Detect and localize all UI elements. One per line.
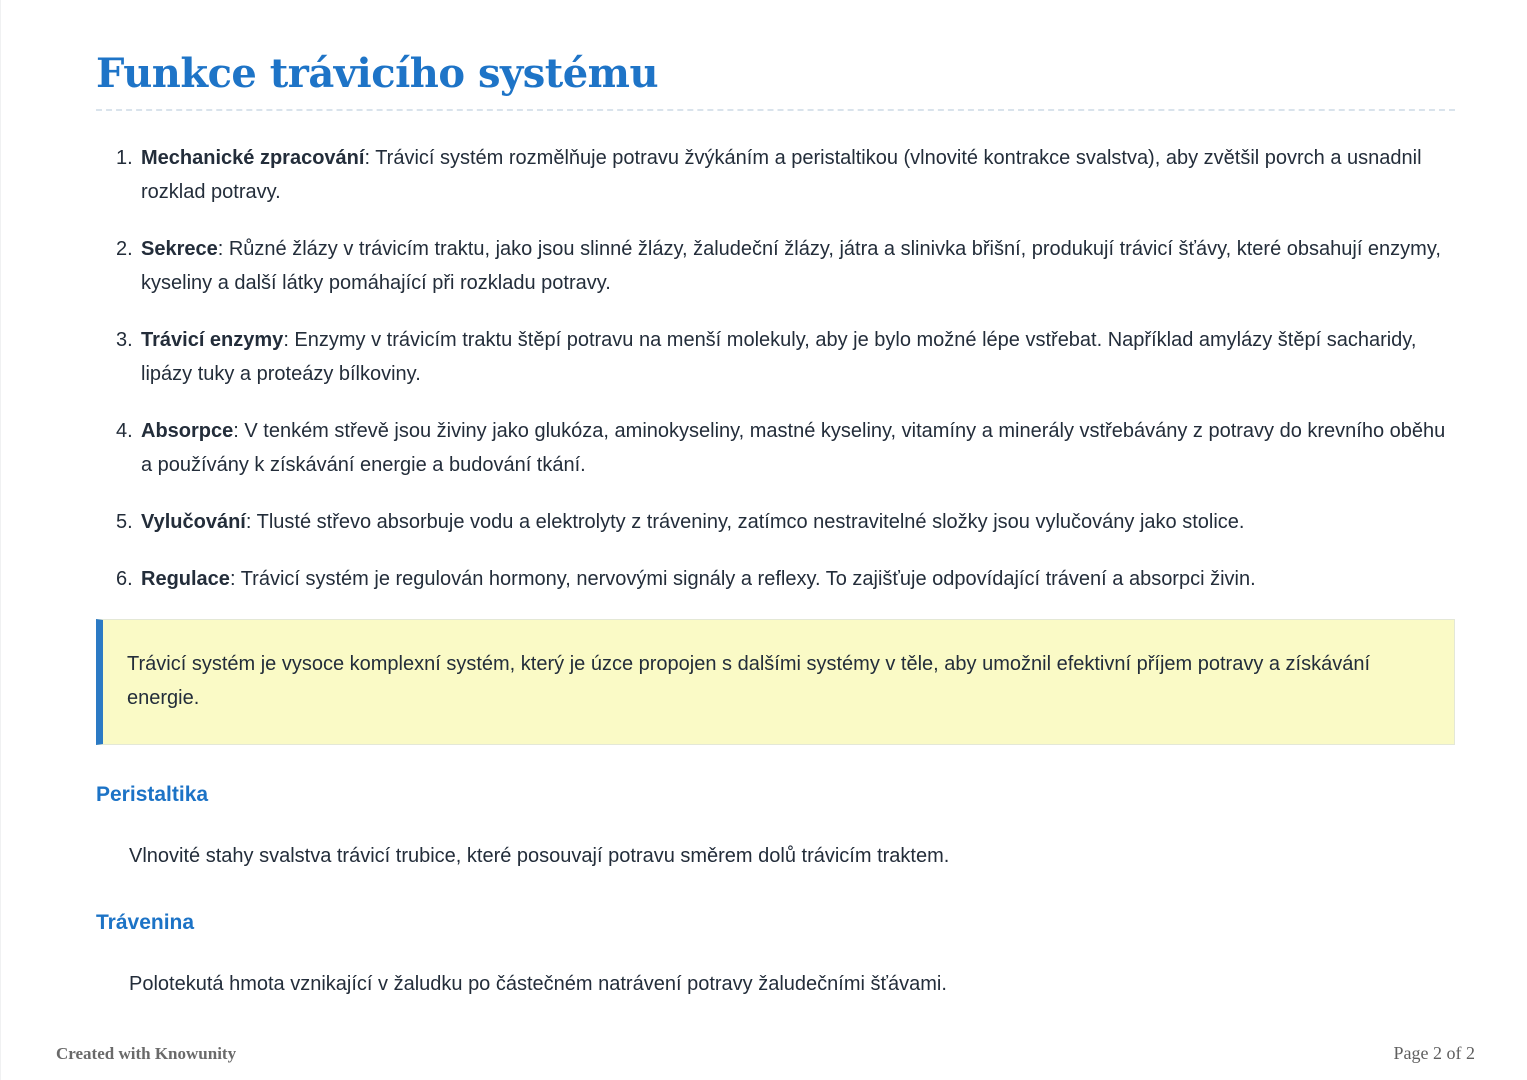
highlight-callout-box [96,619,1455,745]
list-item-number: 1. [116,147,133,169]
glossary-heading-travenina: Trávenina [96,911,195,934]
callout-text: Trávicí systém je vysoce komplexní systém, který je úzce propojen s dalšími systémy v těle, aby umožnil efektivní příjem potravy a získávání energie. [127,653,1371,709]
list-item-text: : Trávicí systém je regulován hormony, nervovými signály a reflexy. To zajišťuje odpovídající trávení a absorpci živin. [229,568,1256,590]
footer-page-number: Page 2 of 2 [1393,1043,1475,1063]
list-item [96,323,1455,391]
page-footer [56,1043,1475,1064]
list-item-text: : Tlusté střevo absorbuje vodu a elektrolyty z tráveniny, zatímco nestravitelné složky jsou vylučovány jako stolice. [245,511,1245,533]
glossary-definition-travenina: Polotekutá hmota vznikající v žaludku po částečném natrávení potravy žaludečními šťávami. [129,973,947,995]
list-item-term: Mechanické zpracování [141,147,365,169]
list-item [96,505,1455,539]
list-item-term: Absorpce [141,420,234,442]
list-item-term: Vylučování [141,511,246,533]
glossary-definition-peristaltika: Vlnovité stahy svalstva trávicí trubice, které posouvají potravu směrem dolů trávicím traktem. [129,845,950,867]
list-item-number: 3. [116,329,133,351]
list-item-number: 4. [116,420,133,442]
list-item [96,232,1455,300]
list-item-number: 5. [116,511,133,533]
list-item-text: : Trávicí systém rozmělňuje potravu žvýkáním a peristaltikou (vlnovité kontrakce svalstva), aby zvětšil povrch a usnadnil rozklad potravy. [141,147,1422,203]
list-item-number: 2. [116,238,133,260]
functions-numbered-list [96,141,1455,596]
glossary-heading-peristaltika: Peristaltika [96,783,209,806]
footer-branding: Created with Knowunity [56,1044,237,1063]
list-item-term: Regulace [141,568,230,590]
list-item-text: : Enzymy v trávicím traktu štěpí potravu na menší molekuly, aby je bylo možné lépe vstřebat. Například amylázy štěpí sacharidy, lipázy tuky a proteázy bílkoviny. [141,329,1417,385]
list-item-text: : Různé žlázy v trávicím traktu, jako jsou slinné žlázy, žaludeční žlázy, játra a slinivka břišní, produkují trávicí šťávy, které obsahují enzymy, kyseliny a další látky pomáhající při rozkladu potravy. [141,238,1441,294]
list-item-text: : V tenkém střevě jsou živiny jako glukóza, aminokyseliny, mastné kyseliny, vitamíny a minerály vstřebávány z potravy do krevního oběhu a používány k získávání energie a budování tkání. [141,420,1446,476]
page-title: Funkce trávicího systému [96,50,1455,111]
list-item [96,562,1455,596]
list-item-term: Sekrece [141,238,218,260]
list-item-number: 6. [116,568,133,590]
list-item [96,414,1455,482]
list-item-term: Trávicí enzymy [141,329,284,351]
list-item [96,141,1455,209]
page-content [1,0,1527,1001]
